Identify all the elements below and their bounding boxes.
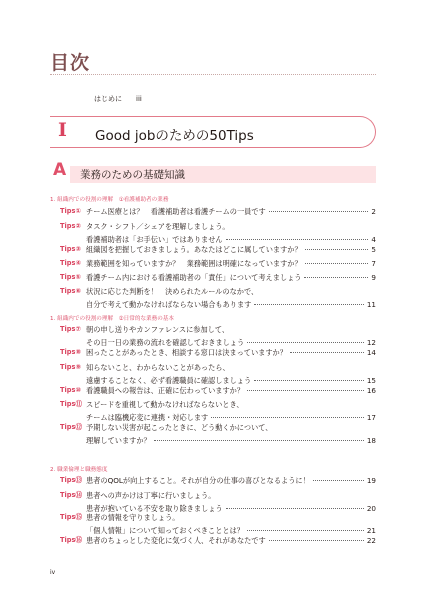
tips-number: Tips⑮: [60, 513, 82, 521]
entry-text: 患者のQOLが向上すること。それが自分の仕事の喜びとなるように！: [86, 476, 310, 485]
front-matter-label: はじめに: [94, 95, 122, 103]
page-number: 2: [371, 207, 376, 216]
tips-number: Tips⑥: [60, 287, 81, 295]
entry-text: 患者が抱いている不安を取り除きましょう: [86, 504, 223, 513]
tips-number: Tips⑬: [60, 476, 82, 484]
leader-dots: [247, 530, 364, 531]
entry-text: 朝の申し送りやカンファレンスに参加して、: [86, 325, 230, 334]
page-number: 16: [366, 386, 376, 395]
page-number: 22: [366, 536, 376, 545]
entry-text: チームは臨機応変に連携・対応します: [86, 413, 209, 422]
tips-number: Tips⑦: [60, 325, 81, 333]
group-heading: 2. 職業倫理と職務態度: [50, 467, 108, 473]
page-number: 15: [366, 376, 376, 385]
part-numeral: I: [58, 119, 67, 141]
leader-dots: [254, 304, 364, 305]
leader-dots: [247, 342, 364, 343]
leader-dots: [247, 390, 364, 391]
page-title: 目次: [50, 52, 91, 74]
leader-dots: [154, 440, 364, 441]
leader-dots: [290, 352, 364, 353]
page-number: 18: [366, 436, 376, 445]
page-number: 19: [366, 476, 376, 485]
group-heading: 1. 組織内での役割の理解 ②日常的な業務の基本: [50, 316, 175, 322]
page-number: 17: [366, 413, 376, 422]
section-title: 業務のための基礎知識: [80, 169, 185, 181]
tips-number: Tips④: [60, 259, 81, 267]
front-matter-page: iii: [136, 95, 142, 103]
page-number: 20: [366, 504, 376, 513]
leader-dots: [226, 508, 364, 509]
entry-text: 組織図を把握しておきましょう。あなたはどこに属していますか？: [86, 245, 302, 254]
leader-dots: [305, 249, 369, 250]
group-heading: 1. 組織内での役割の理解 ①看護補助者の業務: [50, 197, 169, 203]
entry-text: 予期しない災害が起こったときに、どう動くかについて、: [86, 423, 273, 432]
tips-number: Tips⑧: [60, 348, 81, 356]
leader-dots: [211, 417, 364, 418]
tips-number: Tips③: [60, 245, 81, 253]
entry-text: 看護補助者は「お手伝い」ではありません: [86, 235, 223, 244]
leader-dots: [269, 211, 369, 212]
leader-dots: [226, 239, 369, 240]
leader-dots: [269, 540, 364, 541]
tips-number: Tips②: [60, 222, 81, 230]
leader-dots: [254, 380, 364, 381]
entry-text: 状況に応じた判断を！ 決められたルールのなかで、: [86, 287, 259, 296]
page-number: 21: [366, 526, 376, 535]
leader-dots: [304, 277, 368, 278]
entry-text: 知らないこと、わからないことがあったら、: [86, 363, 230, 372]
entry-text: 患者のちょっとした変化に気づく人、それがあなたです: [86, 536, 266, 545]
tips-number: Tips⑨: [60, 363, 81, 371]
entry-text: 業務範囲を知っていますか？ 業務範囲は明確になっていますか？: [86, 259, 302, 268]
entry-text: 看護チーム内における看護補助者の「責任」について考えましょう: [86, 273, 302, 282]
entry-text: チーム医療とは？ 看護補助者は看護チームの一員です: [86, 207, 266, 216]
tips-number: Tips⑤: [60, 273, 81, 281]
entry-text: 困ったことがあったとき、相談する窓口は決まっていますか？: [86, 348, 287, 357]
leader-dots: [305, 263, 369, 264]
page-number: 9: [371, 273, 376, 282]
page-number: 12: [366, 338, 376, 347]
part-title: Good jobのための50Tips: [95, 128, 254, 144]
page-number: 4: [371, 235, 376, 244]
tips-number: Tips⑫: [60, 423, 82, 431]
page-number: 5: [371, 245, 376, 254]
entry-text: スピードを重視して動かなければならないとき、: [86, 400, 244, 409]
title-divider: [50, 74, 376, 75]
tips-number: Tips⑯: [60, 536, 82, 544]
section-letter: A: [53, 160, 67, 180]
entry-text: 患者の情報を守りましょう。: [86, 513, 180, 522]
entry-text: 看護職員への報告は、正確に伝わっていますか？: [86, 386, 245, 395]
page-folio: iv: [50, 569, 56, 576]
front-matter-entry[interactable]: [94, 94, 142, 104]
entry-text: タスク・シフト／シェアを理解しましょう。: [86, 222, 230, 231]
entry-text: 理解していますか？: [86, 436, 151, 445]
page-number: 11: [366, 300, 376, 309]
entry-text: 自分で考えて動かなければならない場合もあります: [86, 300, 252, 309]
entry-text: その日一日の業務の流れを確認しておきましょう: [86, 338, 245, 347]
tips-number: Tips①: [60, 207, 81, 215]
leader-dots: [313, 480, 364, 481]
page-number: 14: [366, 348, 376, 357]
entry-text: 「個人情報」について知っておくべきこととは？: [86, 526, 244, 535]
tips-number: Tips⑩: [60, 386, 81, 394]
tips-number: Tips⑪: [60, 400, 82, 408]
entry-text: 遠慮することなく、必ず看護職員に確認しましょう: [86, 376, 252, 385]
entry-text: 患者への声かけは丁寧に行いましょう。: [86, 491, 216, 500]
tips-number: Tips⑭: [60, 491, 82, 499]
page-number: 7: [371, 259, 376, 268]
